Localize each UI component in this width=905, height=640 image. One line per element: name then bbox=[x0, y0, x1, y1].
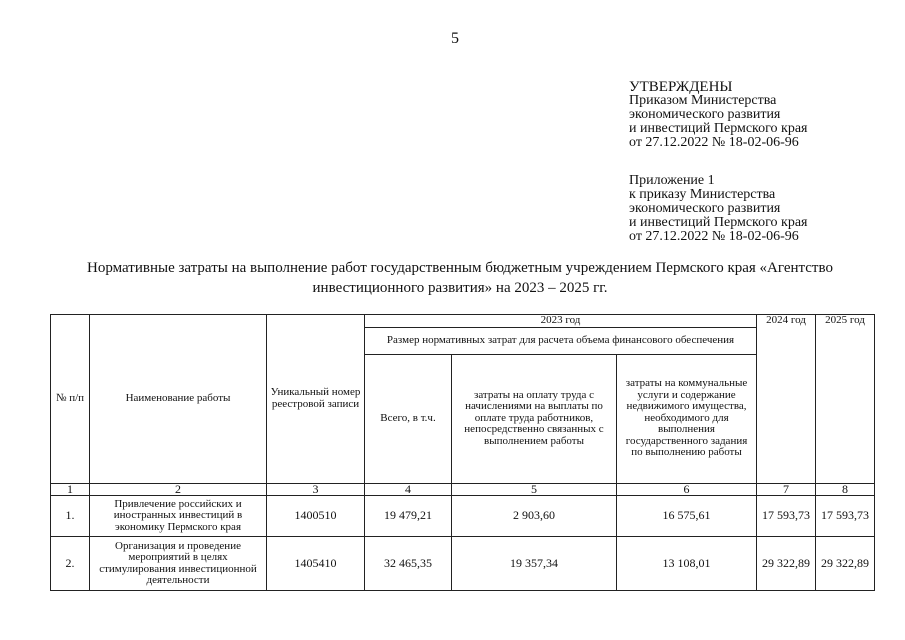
table-row bbox=[51, 496, 875, 537]
row-number: 1. bbox=[51, 496, 90, 537]
appendix-line: к приказу Министерства bbox=[629, 187, 776, 202]
header-total: Всего, в т.ч. bbox=[365, 354, 452, 483]
column-number: 4 bbox=[365, 483, 452, 496]
approval-line: Приказом Министерства bbox=[629, 93, 777, 108]
document-title-line: Нормативные затраты на выполнение работ государственным бюджетным учреждением Пермского края «Агентство bbox=[87, 260, 833, 276]
header-year-2025: 2025 год bbox=[816, 315, 875, 484]
row-utilities: 13 108,01 bbox=[617, 537, 757, 591]
header-cost-size: Размер нормативных затрат для расчета объема финансового обеспечения bbox=[365, 327, 757, 354]
column-number: 3 bbox=[267, 483, 365, 496]
header-labor: затраты на оплату труда с начислениями на выплаты по оплате труда работников, непосредственно связанных с выполнением работы bbox=[452, 354, 617, 483]
header-number: № п/п bbox=[51, 315, 90, 484]
cost-table bbox=[50, 314, 875, 591]
column-number: 1 bbox=[51, 483, 90, 496]
row-registry: 1400510 bbox=[267, 496, 365, 537]
column-number: 7 bbox=[757, 483, 816, 496]
appendix-line: от 27.12.2022 № 18-02-06-96 bbox=[629, 229, 799, 244]
header-year-2024: 2024 год bbox=[757, 315, 816, 484]
appendix-line: экономического развития bbox=[629, 201, 781, 216]
page-number: 5 bbox=[451, 30, 459, 47]
row-utilities: 16 575,61 bbox=[617, 496, 757, 537]
approval-line: и инвестиций Пермского края bbox=[629, 121, 808, 136]
column-number: 5 bbox=[452, 483, 617, 496]
header-utilities: затраты на коммунальные услуги и содержание недвижимого имущества, необходимого для выполнения государственного задания по выполнению работы bbox=[617, 354, 757, 483]
row-labor: 19 357,34 bbox=[452, 537, 617, 591]
row-2025: 17 593,73 bbox=[816, 496, 875, 537]
appendix-line: и инвестиций Пермского края bbox=[629, 215, 808, 230]
approval-line: от 27.12.2022 № 18-02-06-96 bbox=[629, 135, 799, 150]
header-registry: Уникальный номер реестровой записи bbox=[267, 315, 365, 484]
document-title bbox=[60, 258, 860, 298]
row-registry: 1405410 bbox=[267, 537, 365, 591]
document-title-line: инвестиционного развития» на 2023 – 2025 гг. bbox=[312, 280, 608, 296]
appendix-heading: Приложение 1 bbox=[629, 173, 715, 188]
approval-block bbox=[629, 80, 808, 150]
table-row bbox=[51, 537, 875, 591]
row-labor: 2 903,60 bbox=[452, 496, 617, 537]
row-2024: 17 593,73 bbox=[757, 496, 816, 537]
row-2025: 29 322,89 bbox=[816, 537, 875, 591]
column-number: 6 bbox=[617, 483, 757, 496]
column-number: 8 bbox=[816, 483, 875, 496]
column-number: 2 bbox=[90, 483, 267, 496]
header-work-name: Наименование работы bbox=[90, 315, 267, 484]
row-work-name: Организация и проведение мероприятий в целях стимулирования инвестиционной деятельности bbox=[90, 537, 267, 591]
row-number: 2. bbox=[51, 537, 90, 591]
approval-heading: УТВЕРЖДЕНЫ bbox=[629, 79, 733, 95]
row-work-name: Привлечение российских и иностранных инвестиций в экономику Пермского края bbox=[90, 496, 267, 537]
approval-line: экономического развития bbox=[629, 107, 781, 122]
row-total: 32 465,35 bbox=[365, 537, 452, 591]
header-year-2023: 2023 год bbox=[365, 315, 757, 328]
appendix-block bbox=[629, 174, 808, 244]
column-number-row bbox=[51, 483, 875, 496]
row-total: 19 479,21 bbox=[365, 496, 452, 537]
row-2024: 29 322,89 bbox=[757, 537, 816, 591]
